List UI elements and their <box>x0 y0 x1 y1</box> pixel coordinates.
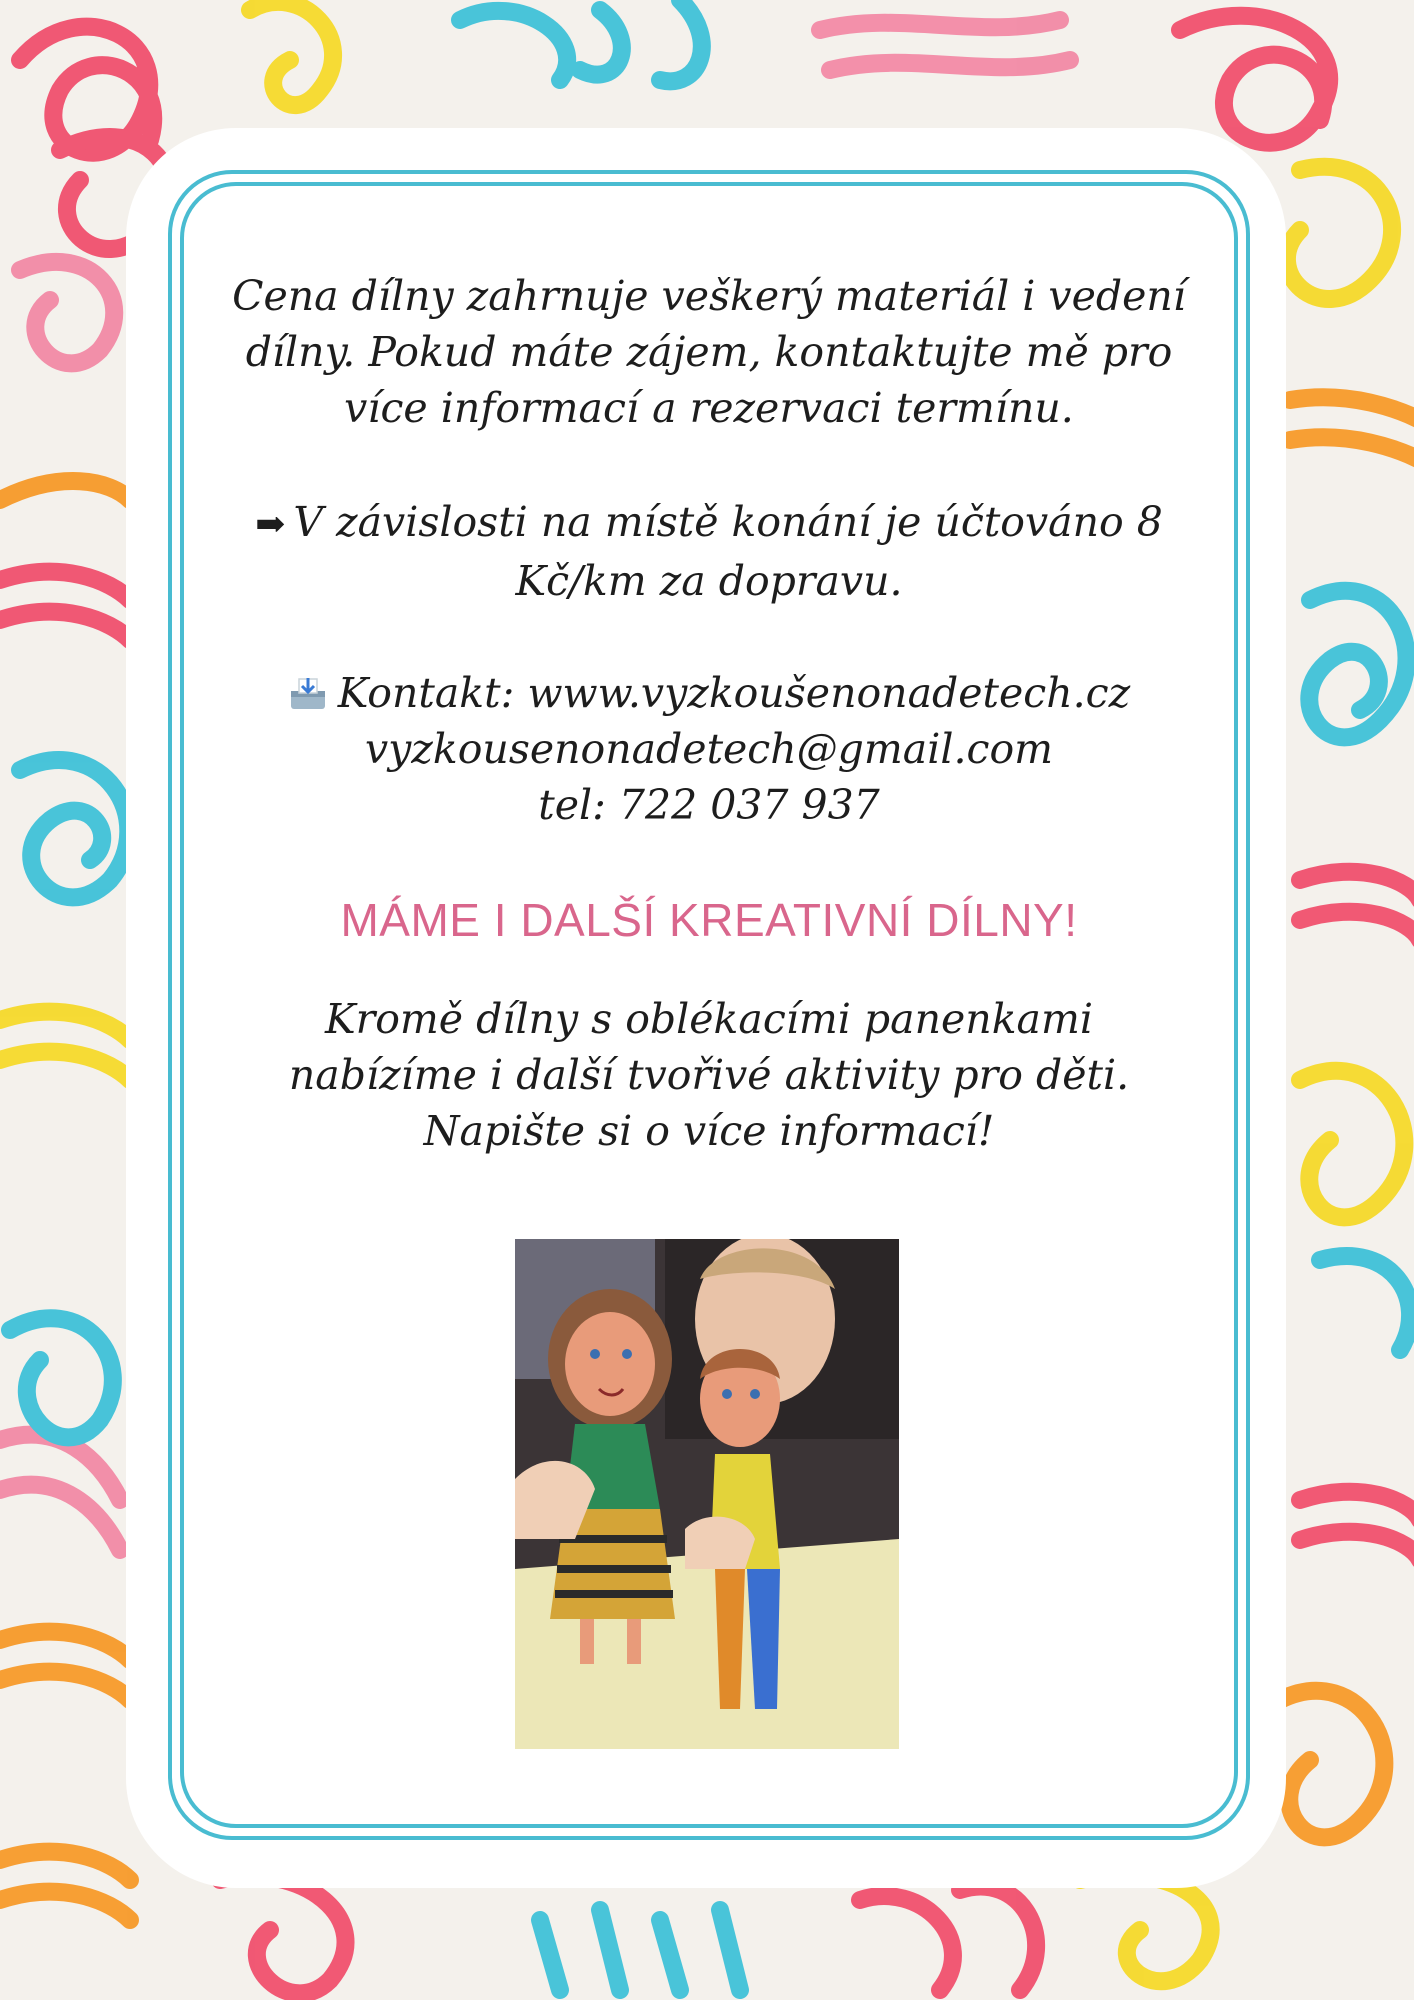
yellow-scribble <box>1080 1875 1211 1981</box>
arrow-right-icon: ➡ <box>255 504 286 545</box>
pink-scribble <box>820 20 1070 70</box>
pink-scribble <box>220 1876 346 1993</box>
more-paragraph <box>220 991 1198 1159</box>
contact-line <box>220 665 1198 721</box>
intro-line: více informací a rezervaci termínu. <box>344 384 1074 432</box>
cyan-scribble <box>1309 591 1406 738</box>
more-line: Kromě dílny s oblékacími panenkami <box>325 995 1093 1043</box>
pink-scribble <box>1180 16 1329 143</box>
orange-scribble <box>0 481 130 500</box>
phone-number: tel: 722 037 937 <box>538 781 880 829</box>
flyer-content <box>220 268 1198 1159</box>
contact-paragraph <box>220 665 1198 833</box>
website-link[interactable]: Kontakt: www.vyzkoušenonadetech.cz <box>337 669 1131 717</box>
more-line: nabízíme i další tvořivé aktivity pro děti. <box>288 1051 1130 1099</box>
email-link[interactable]: vyzkousenonadetech@gmail.com <box>364 725 1054 773</box>
orange-scribble <box>0 1852 130 1920</box>
more-line: Napište si o více informací! <box>423 1107 995 1155</box>
cyan-scribble <box>460 0 702 81</box>
pink-scribble <box>1300 1492 1414 1560</box>
pink-scribble <box>0 1435 120 1550</box>
travel-line <box>220 494 1198 553</box>
orange-scribble <box>0 1632 130 1700</box>
pink-scribble <box>1300 872 1414 940</box>
section-heading: MÁME I DALŠÍ KREATIVNÍ DÍLNY! <box>340 894 1078 946</box>
yellow-scribble <box>250 2 333 105</box>
travel-line-text: V závislosti na místě konání je účtováno 8 <box>293 498 1163 546</box>
cyan-scribble <box>10 1318 113 1437</box>
intro-paragraph <box>220 268 1198 436</box>
yellow-scribble <box>1287 167 1392 299</box>
intro-line: dílny. Pokud máte zájem, kontaktujte mě pro <box>245 328 1173 376</box>
cyan-scribble <box>1320 1256 1410 1350</box>
travel-line: Kč/km za dopravu. <box>515 557 903 605</box>
intro-line: Cena dílny zahrnuje veškerý materiál i vedení <box>232 272 1186 320</box>
paper-dolls-photo <box>515 1239 899 1749</box>
travel-paragraph <box>220 494 1198 609</box>
pink-scribble <box>0 572 130 640</box>
cyan-scribble <box>20 760 128 897</box>
pink-scribble <box>20 262 114 363</box>
inbox-tray-icon <box>288 675 328 711</box>
yellow-scribble <box>1300 1071 1404 1218</box>
pink-scribble <box>860 1886 1036 1990</box>
orange-scribble <box>1280 1691 1384 1838</box>
cyan-scribble <box>540 1910 740 1990</box>
yellow-scribble <box>0 1012 130 1080</box>
orange-scribble <box>1290 397 1414 460</box>
